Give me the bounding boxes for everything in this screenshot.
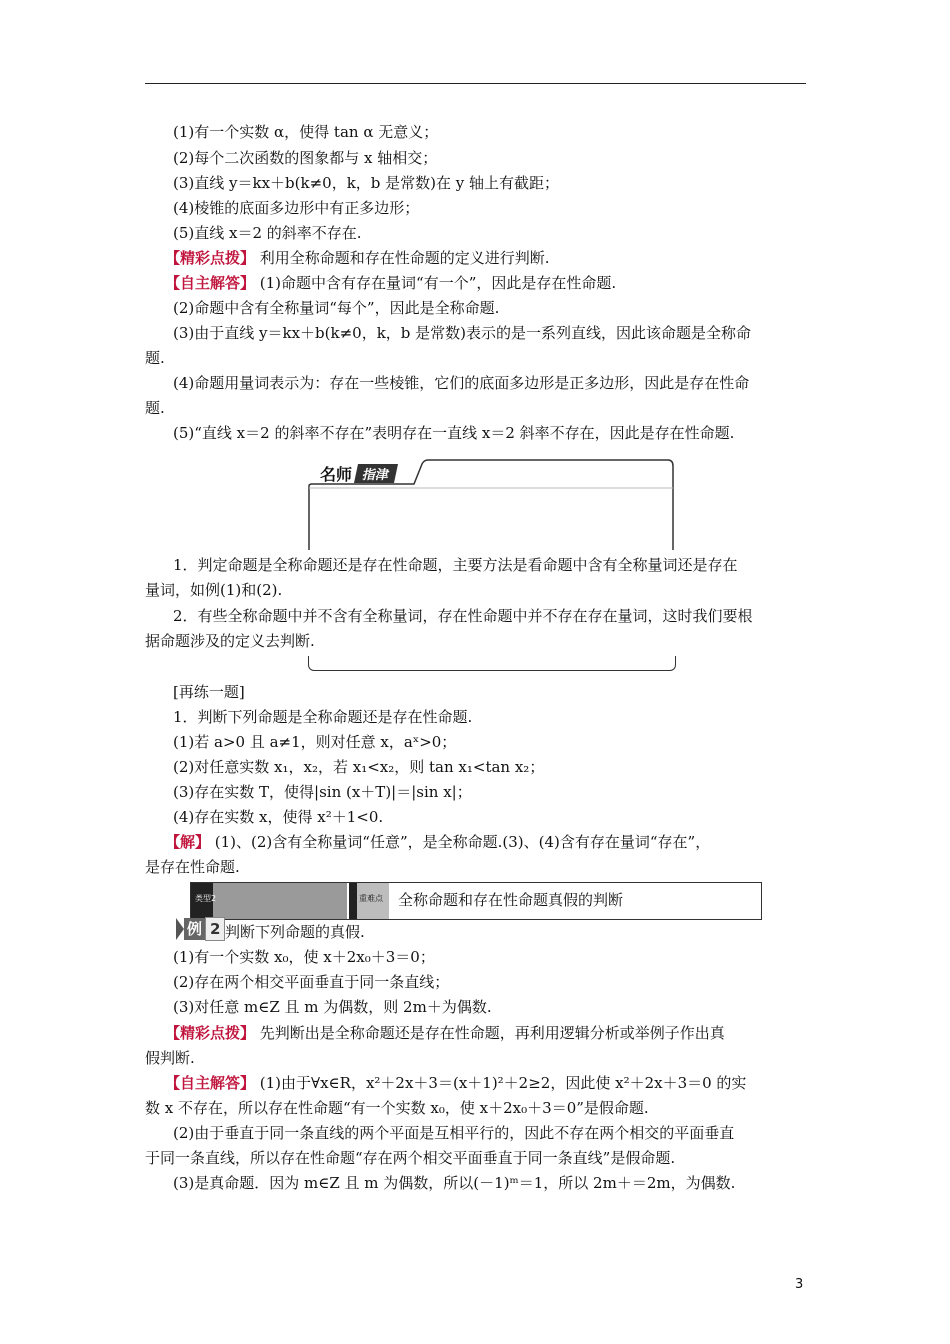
guide-point-2a: 2．有些全称命题中并不含有全称量词，存在性命题中并不存在存在量词，这时我们要根 xyxy=(173,607,753,625)
solution-text: (1)、(2)含有全称量词“任意”，是全称命题.(3)、(4)含有存在量词“存在”， xyxy=(210,833,711,851)
proposition-4: (4)棱锥的底面多边形中有正多边形； xyxy=(173,199,420,217)
solution-tag: 【解】 xyxy=(165,833,211,851)
example-2-hint-line xyxy=(145,1021,826,1045)
hint-text: 利用全称命题和存在性命题的定义进行判断. xyxy=(255,249,550,267)
practice-item-1: (1)若 a>0 且 a≠1，则对任意 x，aˣ>0； xyxy=(173,733,457,751)
type-2-header xyxy=(190,882,762,920)
example-2-hint-tag: 【精彩点拨】 xyxy=(165,1024,256,1042)
practice-question: 1．判断下列命题是全称命题还是存在性命题. xyxy=(173,708,473,726)
example-2-answer-tag: 【自主解答】 xyxy=(165,1074,256,1092)
proposition-3: (3)直线 y＝kx＋b(k≠0，k，b 是常数)在 y 轴上有截距； xyxy=(173,174,560,192)
practice-item-3: (3)存在实数 T，使得|sin (x＋T)|＝|sin x|； xyxy=(173,783,472,801)
answer-5: (5)“直线 x＝2 的斜率不存在”表明存在一直线 x＝2 斜率不存在，因此是存在性命题. xyxy=(173,424,735,442)
practice-solution-b: 是存在性命题. xyxy=(145,858,240,876)
example-2-answer-2a: (2)由于垂直于同一条直线的两个平面是互相平行的，因此不存在两个相交的平面垂直 xyxy=(173,1124,735,1142)
answer-tag: 【自主解答】 xyxy=(165,274,256,292)
proposition-2: (2)每个二次函数的图象都与 x 轴相交； xyxy=(173,149,438,167)
example-2-answer-2b: 于同一条直线，所以存在性命题“存在两个相交平面垂直于同一条直线”是假命题. xyxy=(145,1149,676,1167)
example-2-answer-1a: (1)由于∀x∈R，x²＋2x＋3＝(x＋1)²＋2≥2，因此使 x²＋2x＋3＝0 的实 xyxy=(255,1074,747,1092)
example-word: 例 xyxy=(184,918,205,940)
proposition-1: (1)有一个实数 α，使得 tan α 无意义； xyxy=(173,123,439,141)
practice-item-2: (2)对任意实数 x₁，x₂，若 x₁<x₂，则 tan x₁<tan x₂； xyxy=(173,758,545,776)
practice-header: [再练一题] xyxy=(173,683,245,701)
guide-point-2b: 据命题涉及的定义去判断. xyxy=(145,632,315,650)
example-number: 2 xyxy=(205,917,225,941)
guide-point-1b: 量词，如例(1)和(2). xyxy=(145,581,283,599)
example-2-hint-b: 假判断. xyxy=(145,1049,195,1067)
guide-label-tail: 指津 xyxy=(354,464,398,483)
example-2-answer-line xyxy=(145,1071,826,1095)
example-2-answer-1b: 数 x 不存在，所以存在性命题“有一个实数 x₀，使 x＋2x₀＋3＝0”是假命题. xyxy=(145,1099,649,1117)
header-rule xyxy=(145,83,806,84)
answer-4a: (4)命题用量词表示为：存在一些棱锥，它们的底面多边形是正多边形，因此是存在性命 xyxy=(173,374,750,392)
type-2-title: 全称命题和存在性命题真假的判断 xyxy=(398,891,624,909)
hint-tag: 【精彩点拨】 xyxy=(165,249,256,267)
example-2-item-1: (1)有一个实数 x₀，使 x＋2x₀＋3＝0； xyxy=(173,948,435,966)
answer-3a: (3)由于直线 y＝kx＋b(k≠0，k，b 是常数)表示的是一系列直线，因此该命题是全称命 xyxy=(173,324,752,342)
practice-item-4: (4)存在实数 x，使得 x²＋1<0. xyxy=(173,808,384,826)
type-2-mid-block xyxy=(349,883,389,919)
example-2-stem: 判断下列命题的真假. xyxy=(225,923,365,941)
example-2-answer-3: (3)是真命题．因为 m∈Z 且 m 为偶数，所以(－1)ᵐ＝1，所以 2m＋＝2m，为偶数. xyxy=(173,1174,736,1192)
proposition-5: (5)直线 x＝2 的斜率不存在. xyxy=(173,224,362,242)
answer-4b: 题. xyxy=(145,399,165,417)
answer-3b: 题. xyxy=(145,349,165,367)
type-2-badge: 类型2 xyxy=(195,894,217,903)
guide-point-1a: 1．判定命题是全称命题还是存在性命题，主要方法是看命题中含有全称量词还是存在 xyxy=(173,556,738,574)
example-2-hint-text: 先判断出是全称命题还是存在性命题，再利用逻辑分析或举例子作出真 xyxy=(255,1024,725,1042)
example-2-item-3: (3)对任意 m∈Z 且 m 为偶数，则 2m＋为偶数. xyxy=(173,998,492,1016)
practice-solution-line xyxy=(145,830,826,854)
hint-line xyxy=(145,246,826,270)
page-number: 3 xyxy=(795,1277,804,1292)
guide-label xyxy=(320,462,396,484)
answer-text-1: (1)命题中含有存在量词“有一个”，因此是存在性命题. xyxy=(255,274,617,292)
guide-box-bottom xyxy=(308,656,676,671)
example-2-item-2: (2)存在两个相交平面垂直于同一条直线； xyxy=(173,973,450,991)
guide-label-text: 名师 xyxy=(320,464,353,484)
type-2-badge-block xyxy=(191,883,347,919)
answer-2: (2)命题中含有全称量词“每个”，因此是全称命题. xyxy=(173,299,500,317)
type-2-mid-label: 重难点 xyxy=(359,894,383,903)
answer-line-1 xyxy=(145,271,826,295)
